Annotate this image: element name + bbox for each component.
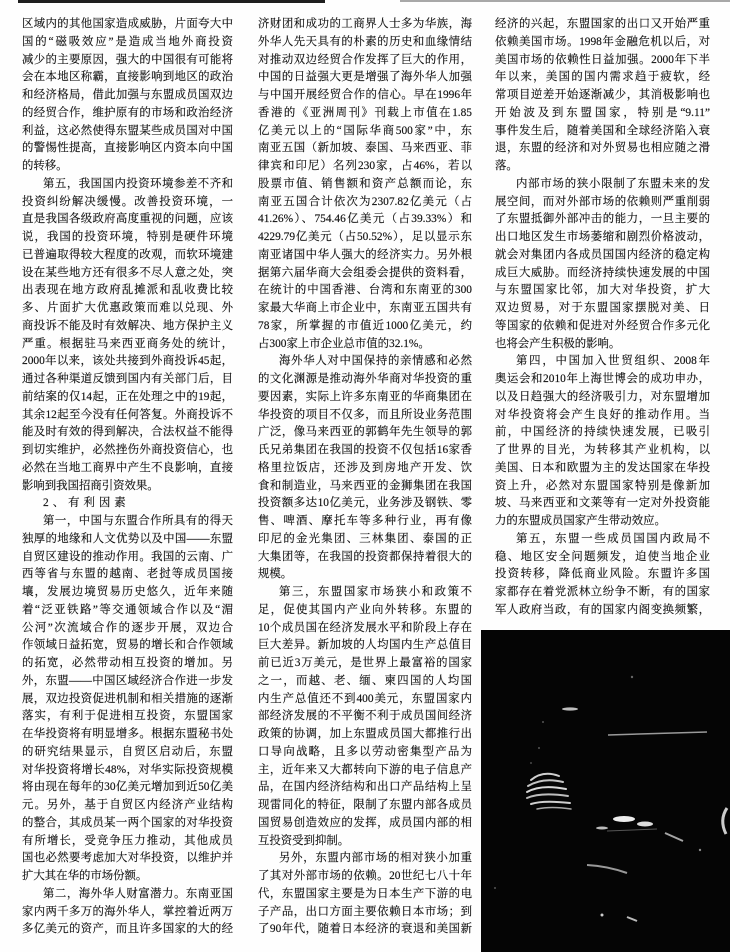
text-line: 投资额多达10亿美元，业务涉及钢铁、零 (258, 497, 472, 510)
paragraph (258, 584, 472, 850)
photo-highlight (562, 707, 578, 710)
photo-background (481, 630, 730, 952)
text-line: 商投诉不能及时有效解决、地方保护主义 (22, 319, 233, 332)
paragraph (258, 850, 472, 939)
text-line: 和经济格局，借此加强与东盟成员国双边 (22, 89, 233, 101)
text-line: 第五，我国国内投资环境参差不齐和 (43, 177, 233, 190)
text-line: 也将会产生积极的影响。 (495, 337, 621, 350)
text-line: 美国、日本和欧盟为主的发达国家在华投 (495, 461, 710, 474)
text-line: 互投资受到抑制。 (258, 834, 350, 847)
text-line: 规模。 (258, 568, 293, 581)
photo-highlight (542, 721, 544, 723)
text-line: 对推动双边经贸合作发挥了巨大的作用， (258, 53, 472, 66)
text-line: 能及时有效的得到解决，合法权益不能得 (22, 426, 233, 439)
text-line: 南亚五国合计依次为2307.82亿美元（占 (258, 195, 472, 208)
text-line: 据第六届华商大会组委会提供的资料看， (258, 266, 472, 279)
text-line: 自贸区建设的推动作用。我国的云南、广 (22, 550, 233, 563)
text-line: 与中国开展经贸合作的信心。早在1996年 (258, 89, 472, 101)
paragraph (258, 353, 472, 584)
photo-highlight (601, 914, 604, 917)
text-line: 前已近3万美元，是世界上最富裕的国家 (258, 657, 472, 669)
text-line: 直是我国各级政府高度重视的问题，应该 (22, 213, 233, 226)
text-line: 大集团等，在我国的投资都保持着很大的 (258, 550, 472, 563)
text-line: 事件发生后，随着美国和全球经济陷入衰 (495, 124, 710, 137)
text-line: 到切实维护，必然挫伤外商投资信心，也 (22, 444, 233, 456)
text-line: 出口地区发生市场萎缩和剧烈价格波动， (495, 231, 710, 243)
text-line: 足，促使其国内产业向外转移。东盟的 (258, 603, 472, 616)
text-line: 内部市场的狭小限制了东盟未来的发 (516, 177, 710, 190)
text-line: 公河”次流域合作的逐步开展，双边合 (22, 621, 233, 634)
text-line: 年以来，美国的国内需求趋于疲软，经 (495, 71, 710, 84)
text-line: 影响到我国招商引资效果。 (22, 479, 159, 492)
text-line: 多亿美元的资产，而且许多国家的大的经 (22, 923, 233, 936)
text-line: 以及日趋强大的经济吸引力，对东盟增加 (495, 390, 710, 403)
text-line: 与东盟国家比邻，加大对华投资，扩大 (495, 284, 710, 297)
text-line: 4229.79亿美元（占50.52%），足以显示东 (258, 231, 472, 243)
photo-highlight (637, 822, 653, 827)
text-line: 作领域日益拓宽，贸易的增长和合作领域 (22, 639, 233, 652)
paragraph (22, 16, 233, 176)
text-line: 等国家的依赖和促进对外经贸合作多元化 (495, 319, 710, 332)
text-line: 前结案的仅14起，正在处理之中的19起， (22, 390, 233, 403)
photo-highlight (613, 816, 635, 822)
text-line: 奥运会和2010年上海世博会的成功申办， (495, 373, 710, 385)
text-line: 就会对集团内各成员国国内经济的稳定构 (495, 248, 710, 261)
text-line: 有所增长，受竞争压力推动，其他成员 (22, 834, 233, 847)
top-rule-light (400, 0, 730, 2)
text-line: 南亚五国（新加坡、泰国、马来西亚、菲 (258, 142, 472, 155)
text-line: 落实，有利于促进相互投资，东盟国家 (22, 710, 233, 723)
text-line: 稳、地区安全问题频发，迫使当地企业 (495, 550, 710, 563)
text-line: 常项目逆差开始逐渐减少，其消极影响也 (495, 89, 710, 101)
text-line: 已普遍取得较大程度的改观，而软环境建 (22, 248, 233, 261)
text-line: 坡、马来西亚和文莱等有一定对外投资能 (495, 497, 710, 510)
text-line: 子产品，出口方面主要依赖日本市场；到 (258, 905, 472, 918)
text-line: 海外华人对中国保持的亲情感和必然 (279, 355, 472, 368)
text-line: 国也必然要考虑加大对华投资，以维护并 (22, 852, 233, 865)
paragraph (495, 353, 710, 531)
text-line: 的文化渊源是推动海外华商对华投资的重 (258, 373, 472, 385)
text-line: 政策的协调，加上东盟成员国大都推行出 (258, 728, 472, 740)
photo-highlight (596, 827, 608, 830)
text-line: 现雷同化的特征，限制了东盟内部各成员 (258, 799, 472, 811)
text-line: 设在某些地方还有很多不尽人意之处，突 (22, 266, 233, 279)
text-line: 壤，发展边境贸易历史悠久，近年来随 (22, 586, 233, 598)
text-line: 前，中国经济的持续快速发展，已吸引 (495, 426, 710, 439)
text-line: 落。 (495, 160, 518, 172)
text-line: 亿美元以上的“国际华商500家”中，东 (258, 124, 472, 137)
text-line: 第四，中国加入世贸组织、2008年 (516, 355, 710, 368)
text-line: 41.26%）、754.46亿美元（占39.33%）和 (258, 213, 472, 226)
photo (481, 630, 730, 952)
text-line: 外，东盟——中国区域经济合作进一步发 (22, 674, 233, 687)
paragraph (495, 16, 710, 176)
text-line: 广泛，像马来西亚的郭鹤年先生领导的郭 (258, 426, 472, 439)
text-line: 要因素，实际上许多东南亚的华商集团在 (258, 390, 472, 403)
text-line: 中国的日益强大更是增强了海外华人加强 (258, 71, 472, 84)
photo-highlight (631, 676, 633, 678)
paragraph (22, 176, 233, 496)
text-line: 家内两千多万的海外华人，掌控着近两万 (22, 905, 233, 918)
text-line: 的整合，其成员某一两个国家的对华投资 (22, 816, 233, 829)
text-line: 家都存在着党派林立纷争不断，有的国家 (495, 586, 710, 598)
column-left (22, 16, 233, 939)
text-line: 对华投资将增长48%，对华实际投资规模 (22, 763, 233, 776)
text-line: 着“泛亚铁路”等交通领域合作以及“湄 (22, 603, 233, 616)
text-line: 扩大其在华的市场份额。 (22, 870, 148, 882)
text-line: 代，东盟国家主要是为日本生产下游的电 (258, 887, 472, 900)
text-line: 内生产总值还不到400美元，东盟国家内 (258, 692, 472, 705)
text-line: 2000年以来，该处共接到外商投诉45起， (22, 355, 233, 368)
section-heading (22, 495, 233, 513)
text-line: 国贸易创造效应的发挥，成员国内部的相 (258, 816, 472, 829)
paragraph (258, 16, 472, 353)
text-line: 南亚诸国中华人强大的经济实力。另外根 (258, 248, 472, 261)
text-line: 家最大华商上市企业中，东南亚五国共有 (258, 302, 472, 314)
column-middle (258, 16, 472, 939)
text-line: 了世界的目光，为转移其产业机构，以 (495, 444, 710, 456)
text-line: 减少的主要原因，强大的中国很有可能将 (22, 53, 233, 66)
text-line: 口导向战略，且多以劳动密集型产品为 (258, 745, 472, 758)
text-line: 在统计的中国香港、台湾和东南亚的300 (258, 284, 472, 297)
text-line: 10个成员国在经济发展水平和阶段上存在 (258, 621, 472, 634)
text-line: 成巨大威胁。而经济持续快速发展的中国 (495, 266, 710, 279)
photo-highlight (699, 849, 701, 851)
text-line: 78家，所掌握的市值近1000亿美元，约 (258, 319, 472, 332)
text-line: 印尼的金光集团、三林集团、泰国的正 (258, 532, 472, 545)
text-line: 退，东盟的经济和对外贸易也相应随之滑 (495, 142, 710, 155)
text-line: 军人政府当政，有的国家内阁变换频繁， (495, 603, 710, 616)
text-line: 投资纠纷解决缓慢。改善投资环境，一 (22, 195, 233, 208)
text-line: 的经贸合作，维护原有的市场和政治经济 (22, 106, 233, 119)
text-line: 区域内的其他国家造成威胁，片面夸大中 (22, 18, 233, 30)
text-line: 经济的兴起，东盟国家的出口又开始严重 (495, 18, 710, 30)
text-line: 在华投资将有明显增多。根据东盟秘书处 (22, 728, 233, 740)
column-right (495, 16, 710, 620)
text-line: 了东盟抵御外部冲击的能力，一旦主要的 (495, 213, 710, 226)
text-line: 的研究结果显示，自贸区启动后，东盟 (22, 745, 233, 758)
text-line: 2、有利因素 (43, 497, 130, 510)
text-line: 投资转移，降低商业风险。东盟许多国 (495, 568, 710, 581)
text-line: 力的东盟成员国家产生带动效应。 (495, 515, 666, 527)
text-line: 西等省与东盟的越南、老挝等成员国接 (22, 568, 233, 581)
text-line: 通过各种渠道反馈到国内有关部门后，目 (22, 373, 233, 385)
text-line: 之一，而越、老、缅、柬四国的人均国 (258, 674, 472, 687)
text-line: 第二，海外华人财富潜力。东南亚国 (43, 887, 233, 900)
paragraph (495, 176, 710, 354)
text-line: 巨大差异。新加坡的人均国内生产总值目 (258, 639, 472, 652)
text-line: 格里拉饭店，还涉及到房地产开发、饮 (258, 461, 472, 474)
text-line: 展，双边投资促进机制和相关措施的逐渐 (22, 692, 233, 705)
text-line: 食和制造业，马来西亚的金狮集团在我国 (258, 479, 472, 492)
text-line: 双边贸易，对于东盟国家摆脱对美、日 (495, 302, 710, 314)
text-line: 的拓宽，必然带动相互投资的增加。另 (22, 657, 233, 669)
text-line: 元。另外，基于自贸区内经济产业结构 (22, 799, 233, 811)
text-line: 其余12起至今没有任何答复。外商投诉不 (22, 408, 233, 421)
text-line: 部经济发展的不平衡不利于成员国间经济 (258, 710, 472, 723)
text-line: 利益，这必然使得东盟某些成员国对中国 (22, 124, 233, 137)
text-line: 华投资的项目不仅多，而且所设业务范围 (258, 408, 472, 421)
text-line: 开始波及到东盟国家，特别是“9.11” (495, 106, 710, 119)
text-line: 严重。根据驻马来西亚商务处的统计， (22, 337, 233, 350)
text-line: 美国市场的依赖性日益加强。2000年下半 (495, 53, 710, 66)
text-line: 外华人先天具有的朴素的历史和血缘情结 (258, 35, 472, 48)
paragraph (22, 513, 233, 886)
photo-image (481, 630, 730, 952)
text-line: 多、片面扩大优惠政策而难以兑现、外 (22, 302, 233, 314)
text-line: 售、啤酒、摩托车等多种行业，再有像 (258, 515, 472, 527)
text-line: 必然在当地工商界中产生不良影响，直接 (22, 461, 233, 474)
text-line: 品，在国内经济结构和出口产品结构上呈 (258, 781, 472, 794)
photo-highlight (530, 762, 532, 764)
paragraph (22, 886, 233, 939)
text-line: 国的“磁吸效应”是造成当地外商投资 (22, 35, 233, 48)
text-line: 资上升，必然对东盟国家特别是像新加 (495, 479, 710, 492)
text-line: 会在本地区称霸，直接影响到地区的政治 (22, 71, 233, 84)
text-line: 律宾和印尼）名列230家，占46%，若以 (258, 160, 472, 172)
text-line: 股票市值、销售额和资产总额而论，东 (258, 177, 472, 190)
text-line: 氏兄弟集团在我国的投资不仅包括16家香 (258, 444, 472, 456)
photo-highlight (494, 887, 496, 889)
text-line: 的转移。 (22, 160, 68, 172)
text-line: 将由现在每年的30亿美元增加到近50亿美 (22, 781, 233, 794)
paragraph (495, 531, 710, 620)
text-line: 第三，东盟国家市场狭小和政策不 (279, 586, 472, 598)
text-line: 依赖美国市场。1998年金融危机以后，对 (495, 35, 710, 48)
text-line: 的警惕性提高，直接影响区内资本向中国 (22, 142, 233, 155)
text-line: 独厚的地缘和人文优势以及中国——东盟 (22, 532, 233, 545)
text-line: 出表现在地方政府乱摊派和乱收费比较 (22, 284, 233, 297)
text-line: 展空间，而对外部市场的依赖则严重削弱 (495, 195, 710, 208)
photo-highlight (538, 747, 540, 749)
text-line: 第五，东盟一些成员国国内政局不 (516, 532, 710, 545)
text-line: 了其对外部市场的依赖。20世纪七八十年 (258, 870, 472, 882)
text-line: 香港的《亚洲周刊》刊载上市值在1.85 (258, 106, 472, 119)
text-line: 主，近年来又大都转向下游的电子信息产 (258, 763, 472, 776)
text-line: 济财团和成功的工商界人士多为华族，海 (258, 18, 472, 30)
text-line: 第一，中国与东盟合作所具有的得天 (43, 515, 233, 527)
text-line: 了90年代，随着日本经济的衰退和美国新 (258, 923, 472, 936)
text-line: 占300家上市企业总市值的32.1%。 (258, 337, 430, 350)
text-line: 说，我国的投资环境，特别是硬件环境 (22, 231, 233, 243)
text-line: 另外，东盟内部市场的相对狭小加重 (279, 852, 472, 865)
text-line: 对华投资将会产生良好的推动作用。当 (495, 408, 710, 421)
top-rule-dark (18, 0, 325, 3)
